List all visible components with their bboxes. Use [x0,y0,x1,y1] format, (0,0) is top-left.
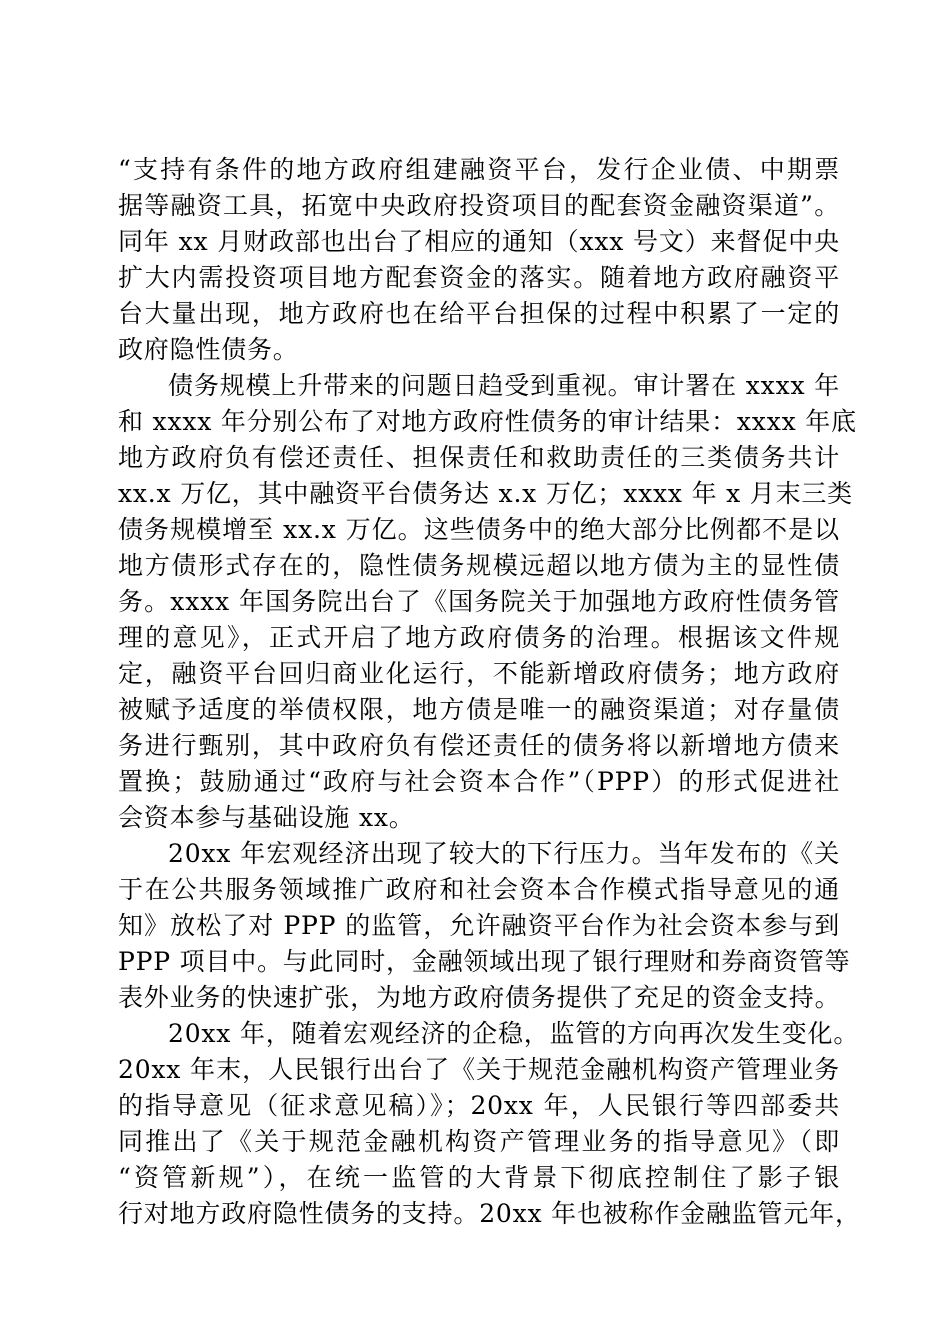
text-line: 和 xxxx 年分别公布了对地方政府性债务的审计结果：xxxx 年底 [118,407,857,436]
text-line: 地方政府负有偿还责任、担保责任和救助责任的三类债务共计 [118,443,840,472]
document-body [118,152,861,1232]
paragraph-start-line: 20xx 年，随着宏观经济的企稳，监管的方向再次发生变化。 [168,1019,860,1048]
text-line: xx.x 万亿，其中融资平台债务达 x.x 万亿；xxxx 年 x 月末三类 [118,479,853,508]
text-line: 同推出了《关于规范金融机构资产管理业务的指导意见》（即 [118,1127,840,1156]
text-line: “资管新规”），在统一监管的大背景下彻底控制住了影子银 [118,1163,840,1192]
text-line: 政府隐性债务。 [118,335,299,364]
text-line: 的指导意见（征求意见稿）》；20xx 年，人民银行等四部委共 [118,1091,840,1120]
text-line: 理的意见》，正式开启了地方政府债务的治理。根据该文件规 [118,623,840,652]
text-line: 会资本参与基础设施 xx。 [118,803,415,832]
text-line: 知》放松了对 PPP 的监管，允许融资平台作为社会资本参与到 [118,911,840,940]
text-line: 同年 xx 月财政部也出台了相应的通知（xxx 号文）来督促中央 [118,227,840,256]
text-line: 据等融资工具，拓宽中央政府投资项目的配套资金融资渠道”。 [118,191,840,220]
text-line: 表外业务的快速扩张，为地方政府债务提供了充足的资金支持。 [118,983,841,1012]
text-line: 于在公共服务领域推广政府和社会资本合作模式指导意见的通 [118,875,840,904]
text-line: 地方债形式存在的，隐性债务规模远超以地方债为主的显性债 [118,551,840,580]
text-line: 务。xxxx 年国务院出台了《国务院关于加强地方政府性债务管 [118,587,840,616]
text-line: 扩大内需投资项目地方配套资金的落实。随着地方政府融资平 [118,263,840,292]
text-line: “支持有条件的地方政府组建融资平台，发行企业债、中期票 [118,155,840,184]
text-line: 债务规模增至 xx.x 万亿。这些债务中的绝大部分比例都不是以 [118,515,840,544]
text-line: PPP 项目中。与此同时，金融领域出现了银行理财和券商资管等 [118,947,851,976]
text-line: 定，融资平台回归商业化运行，不能新增政府债务；地方政府 [118,659,840,688]
paragraph-start-line: 20xx 年宏观经济出现了较大的下行压力。当年发布的《关 [168,839,840,868]
paragraph-start-line: 债务规模上升带来的问题日趋受到重视。审计署在 xxxx 年 [168,371,840,400]
text-line: 台大量出现，地方政府也在给平台担保的过程中积累了一定的 [118,299,840,328]
text-line: 被赋予适度的举债权限，地方债是唯一的融资渠道；对存量债 [118,695,840,724]
text-line: 务进行甄别，其中政府负有偿还责任的债务将以新增地方债来 [118,731,840,760]
text-line: 行对地方政府隐性债务的支持。20xx 年也被称作金融监管元年， [118,1199,861,1228]
text-line: 20xx 年末，人民银行出台了《关于规范金融机构资产管理业务 [118,1055,840,1084]
text-line: 置换；鼓励通过“政府与社会资本合作”（PPP）的形式促进社 [118,767,840,796]
